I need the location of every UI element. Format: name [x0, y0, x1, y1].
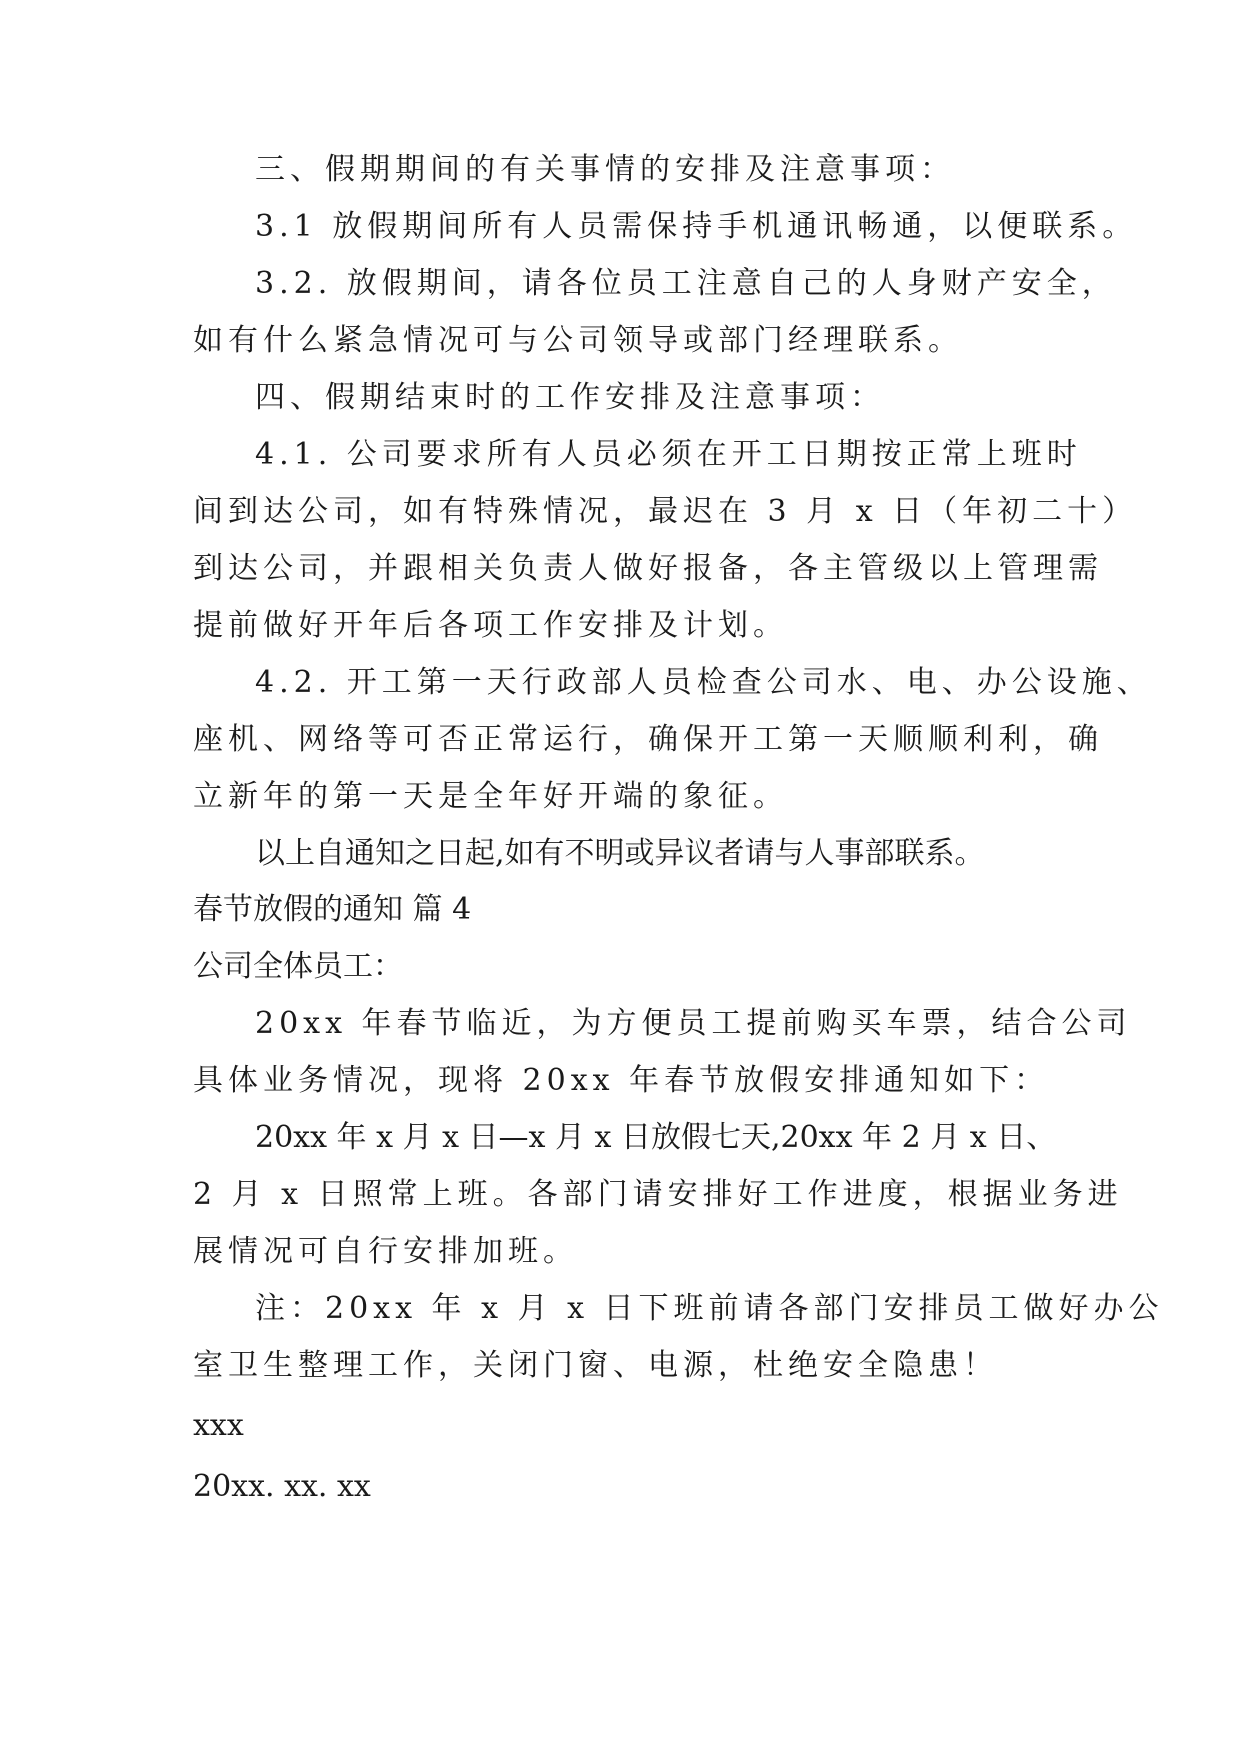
closing-note: 以上自通知之日起,如有不明或异议者请与人事部联系。: [255, 836, 985, 871]
paragraph-3-2-line-2: 如有什么紧急情况可与公司领导或部门经理联系。: [193, 323, 963, 358]
paragraph-4-2-line-1: 4.2. 开工第一天行政部人员检查公司水、电、办公设施、: [255, 665, 1152, 700]
notice-paragraph-1-line-1: 20xx 年春节临近，为方便员工提前购买车票，结合公司: [255, 1006, 1132, 1041]
signature-date: 20xx. xx. xx: [193, 1469, 371, 1504]
section-heading-3: 三、假期期间的有关事情的安排及注意事项：: [255, 152, 955, 187]
section-heading-4: 四、假期结束时的工作安排及注意事项：: [255, 380, 885, 415]
salutation: 公司全体员工：: [193, 949, 403, 984]
paragraph-4-1-line-1: 4.1. 公司要求所有人员必须在开工日期按正常上班时: [255, 437, 1082, 472]
paragraph-4-1-line-2: 间到达公司，如有特殊情况，最迟在 3 月 x 日（年初二十）: [193, 494, 1138, 529]
paragraph-4-2-line-2: 座机、网络等可否正常运行，确保开工第一天顺顺利利，确: [193, 722, 1103, 757]
paragraph-4-2-line-3: 立新年的第一天是全年好开端的象征。: [193, 779, 788, 814]
notice-paragraph-2-line-1: 20xx 年 x 月 x 日—x 月 x 日放假七天,20xx 年 2 月 x 日、: [255, 1120, 1057, 1155]
paragraph-4-1-line-4: 提前做好开年后各项工作安排及计划。: [193, 608, 788, 643]
notice-note-line-1: 注：20xx 年 x 月 x 日下班前请各部门安排员工做好办公: [255, 1291, 1164, 1326]
paragraph-3-1: 3.1 放假期间所有人员需保持手机通讯畅通，以便联系。: [255, 209, 1138, 244]
notice-paragraph-2-line-2: 2 月 x 日照常上班。各部门请安排好工作进度，根据业务进: [193, 1177, 1123, 1212]
notice-title: 春节放假的通知 篇 4: [193, 892, 472, 927]
signature-name: xxx: [193, 1408, 244, 1443]
notice-paragraph-2-line-3: 展情况可自行安排加班。: [193, 1234, 578, 1269]
paragraph-3-2-line-1: 3.2. 放假期间，请各位员工注意自己的人身财产安全，: [255, 266, 1117, 301]
paragraph-4-1-line-3: 到达公司，并跟相关负责人做好报备，各主管级以上管理需: [193, 551, 1103, 586]
notice-note-line-2: 室卫生整理工作，关闭门窗、电源，杜绝安全隐患！: [193, 1348, 998, 1383]
notice-paragraph-1-line-2: 具体业务情况，现将 20xx 年春节放假安排通知如下：: [193, 1063, 1050, 1098]
